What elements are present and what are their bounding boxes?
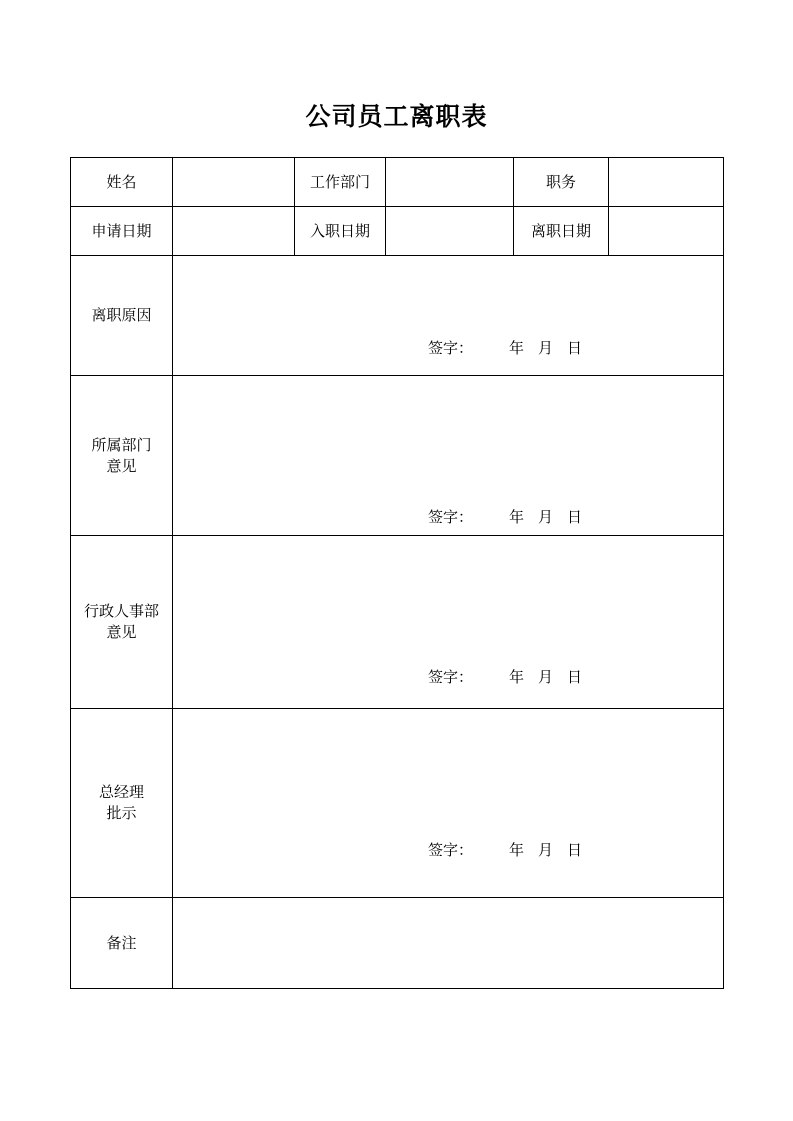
table-row-remarks (71, 898, 724, 989)
name-label: 姓名 (71, 158, 173, 207)
year-label: 年 (509, 508, 525, 526)
month-label: 月 (538, 841, 554, 859)
table-row-dates (71, 207, 724, 256)
apply-date-label: 申请日期 (71, 207, 173, 256)
position-label: 职务 (514, 158, 609, 207)
dept-opinion-signature (428, 507, 582, 527)
hr-opinion-label (71, 536, 173, 709)
gm-approval-signature (428, 840, 582, 860)
dept-opinion-label-line: 所属部门 (91, 435, 152, 454)
gm-approval-label-line: 总经理 (98, 783, 144, 801)
department-label: 工作部门 (295, 158, 386, 207)
gm-approval-label-line: 批示 (106, 804, 137, 822)
position-field[interactable] (609, 158, 724, 207)
year-label: 年 (509, 668, 525, 686)
leave-date-field[interactable] (609, 207, 724, 256)
day-label: 日 (567, 668, 583, 686)
gm-approval-label (71, 709, 173, 898)
remarks-label-line: 备注 (106, 933, 137, 952)
resignation-form-table (70, 157, 724, 989)
hr-opinion-signature (428, 667, 582, 687)
department-field[interactable] (386, 158, 514, 207)
table-row-hr-opinion (71, 536, 724, 709)
hr-opinion-label-line: 意见 (106, 623, 137, 641)
hr-opinion-field[interactable] (173, 536, 724, 709)
dept-opinion-field[interactable] (173, 376, 724, 536)
leave-date-label: 离职日期 (514, 207, 609, 256)
gm-approval-field[interactable] (173, 709, 724, 898)
signature-label: 签字： (428, 668, 474, 686)
reason-label (71, 256, 173, 376)
reason-label-line: 离职原因 (91, 306, 152, 324)
table-row-dept-opinion (71, 376, 724, 536)
reason-signature (428, 338, 582, 358)
month-label: 月 (538, 508, 554, 526)
year-label: 年 (509, 339, 525, 357)
day-label: 日 (567, 339, 583, 357)
signature-label: 签字： (428, 339, 474, 357)
dept-opinion-label (71, 376, 173, 536)
day-label: 日 (567, 841, 583, 859)
table-row-reason (71, 256, 724, 376)
day-label: 日 (567, 508, 583, 526)
year-label: 年 (509, 841, 525, 859)
signature-label: 签字： (428, 841, 474, 859)
join-date-field[interactable] (386, 207, 514, 256)
signature-label: 签字： (428, 508, 474, 526)
table-row-basic-info (71, 158, 724, 207)
table-row-gm-approval (71, 709, 724, 898)
name-field[interactable] (173, 158, 295, 207)
join-date-label: 入职日期 (295, 207, 386, 256)
month-label: 月 (538, 339, 554, 357)
apply-date-field[interactable] (173, 207, 295, 256)
reason-field[interactable] (173, 256, 724, 376)
month-label: 月 (538, 668, 554, 686)
hr-opinion-label-line: 行政人事部 (83, 602, 159, 620)
remarks-field[interactable] (173, 898, 724, 989)
remarks-label (71, 898, 173, 989)
form-title: 公司员工离职表 (305, 102, 488, 131)
dept-opinion-label-line: 意见 (106, 456, 137, 475)
